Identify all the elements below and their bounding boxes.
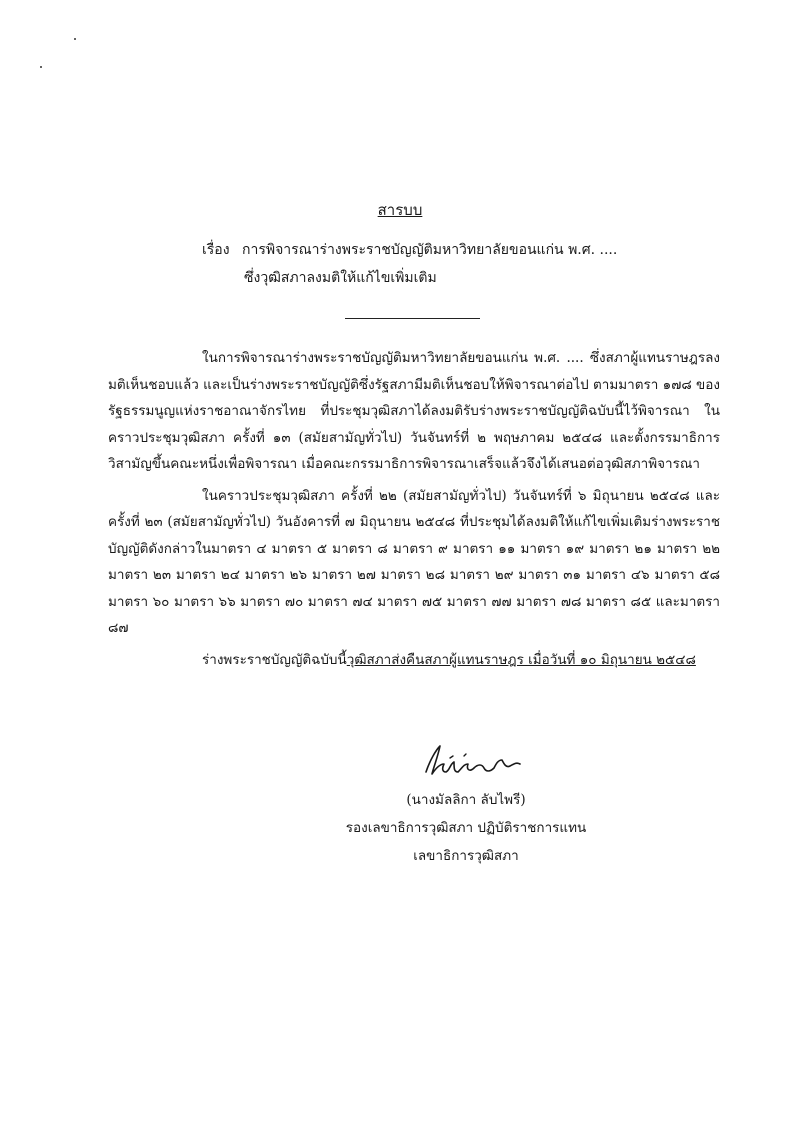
scan-speck — [74, 38, 76, 40]
paragraph-3-underlined: วุฒิสภาส่งคืนสภาผู้แทนราษฎร เมื่อวันที่ ๑๐ มิถุนายน ๒๕๔๘ — [346, 651, 696, 668]
paragraph-2: ในคราวประชุมวุฒิสภา ครั้งที่ ๒๒ (สมัยสามัญทั่วไป) วันจันทร์ที่ ๖ มิถุนายน ๒๕๔๘ และครั้งที่ ๒๓ (สมัยสามัญทั่วไป) วันอังคารที่ ๗ มิถุนายน ๒๕๔๘ ที่ประชุมได้ลงมติให้แก้ไขเพิ่มเติมร่างพระราชบัญญัติดังกล่าวในมาตรา ๔ มาตรา ๕ มาตรา ๘ มาตรา ๙ มาตรา ๑๑ มาตรา ๑๙ มาตรา ๒๑ มาตรา ๒๒ มาตรา ๒๓ มาตรา ๒๔ มาตรา ๒๖ มาตรา ๒๗ มาตรา ๒๘ มาตรา ๒๙ มาตรา ๓๑ มาตรา ๔๖ มาตรา ๕๘ มาตรา ๖๐ มาตรา ๖๖ มาตรา ๗๐ มาตรา ๗๔ มาตรา ๗๕ มาตรา ๗๗ มาตรา ๗๘ มาตรา ๘๕ และมาตรา ๘๗ — [108, 487, 720, 636]
document-body — [108, 345, 720, 678]
paragraph-3 — [108, 647, 720, 674]
signer-office: เลขาธิการวุฒิสภา — [413, 848, 519, 864]
scan-speck — [40, 66, 42, 68]
handwritten-signature — [420, 742, 530, 782]
divider-line — [345, 318, 480, 319]
signature-block — [326, 786, 606, 870]
paragraph-3-lead: ร่างพระราชบัญญัติฉบับนี้ — [202, 651, 347, 668]
document-title: สารบบ — [377, 201, 423, 219]
subject-line-1: การพิจารณาร่างพระราชบัญญัติมหาวิทยาลัยขอนแก่น พ.ศ. .... — [242, 242, 618, 258]
signer-position: รองเลขาธิการวุฒิสภา ปฏิบัติราชการแทน — [345, 820, 587, 836]
paragraph-1: ในการพิจารณาร่างพระราชบัญญัติมหาวิทยาลัยขอนแก่น พ.ศ. .... ซึ่งสภาผู้แทนราษฎรลงมติเห็นชอบแล้ว และเป็นร่างพระราชบัญญัติซึ่งรัฐสภามีมติเห็นชอบให้พิจารณาต่อไป ตามมาตรา ๑๗๘ ของรัฐธรรมนูญแห่งราชอาณาจักรไทย ที่ประชุมวุฒิสภาได้ลงมติรับร่างพระราชบัญญัติฉบับนี้ไว้พิจารณา ในคราวประชุมวุฒิสภา ครั้งที่ ๑๓ (สมัยสามัญทั่วไป) วันจันทร์ที่ ๒ พฤษภาคม ๒๕๔๘ และตั้งกรรมาธิการวิสามัญขึ้นคณะหนึ่งเพื่อพิจารณา เมื่อคณะกรรมาธิการพิจารณาเสร็จแล้วจึงได้เสนอต่อวุฒิสภาพิจารณา — [108, 350, 720, 472]
subject-label: เรื่อง — [202, 242, 230, 258]
signer-name: (นางมัลลิกา ลับไพรี) — [406, 792, 526, 808]
subject-block — [202, 236, 617, 292]
subject-line-2: ซึ่งวุฒิสภาลงมติให้แก้ไขเพิ่มเติม — [244, 270, 437, 286]
